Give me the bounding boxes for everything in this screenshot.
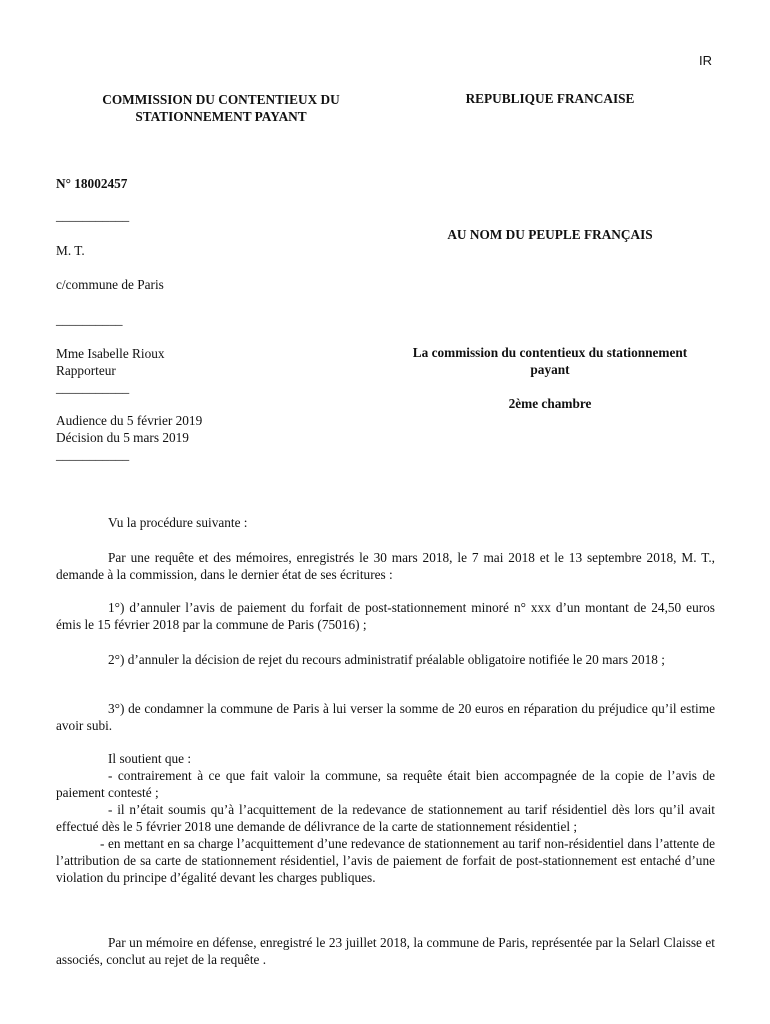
separator-rule: ___________	[56, 380, 130, 395]
court-title-line1: La commission du contentieux du stationnement	[412, 345, 688, 360]
moyen-item: - en mettant en sa charge l’acquittement d’une redevance de stationnement au tarif non-résidentiel dans l’attente de l’attribution de sa carte de stationnement résidentiel, l’avis de paiement de forfait de post-stationnement est entaché d’une violation du principe d’égalité devant les charges publiques.	[56, 836, 715, 885]
court-title-line2: payant	[530, 362, 570, 377]
separator-rule: ___________	[56, 208, 130, 223]
separator-rule: ___________	[56, 447, 130, 462]
paragraph-requete	[56, 549, 715, 583]
requerant-name: M. T.	[56, 243, 85, 258]
rapporteur-role: Rapporteur	[56, 363, 116, 378]
paragraph-defense	[56, 934, 715, 968]
commission-header-line1: COMMISSION DU CONTENTIEUX DU	[102, 92, 340, 107]
commission-header	[56, 91, 386, 125]
paragraph-text: Par une requête et des mémoires, enregistrés le 30 mars 2018, le 7 mai 2018 et le 13 septembre 2018, M. T., demande à la commission, dans le dernier état de ses écritures :	[56, 550, 715, 582]
decision-date: Décision du 5 mars 2019	[56, 430, 189, 445]
vu-procedure: Vu la procédure suivante :	[108, 515, 248, 530]
document-code: IR	[699, 53, 712, 68]
rapporteur-name: Mme Isabelle Rioux	[56, 346, 165, 361]
republique-header: REPUBLIQUE FRANCAISE	[465, 91, 635, 106]
paragraph-conclusion-3	[56, 700, 715, 734]
rapporteur-block	[56, 345, 165, 379]
paragraph-text: 3°) de condamner la commune de Paris à lui verser la somme de 20 euros en réparation du préjudice qu’il estime avoir subi.	[56, 701, 715, 733]
paragraph-conclusion-2	[56, 651, 715, 668]
chamber-label: 2ème chambre	[508, 396, 592, 411]
paragraph-text: 2°) d’annuler la décision de rejet du recours administratif préalable obligatoire notifiée le 20 mars 2018 ;	[108, 652, 665, 667]
soutient-heading: Il soutient que :	[108, 751, 192, 766]
moyen-item: - il n’était soumis qu’à l’acquittement de la redevance de stationnement au tarif résidentiel dès lors qu’il avait effectué dès le 5 février 2018 une demande de délivrance de la carte de stationnement résidentiel ;	[56, 802, 715, 834]
audience-date: Audience du 5 février 2019	[56, 413, 203, 428]
moyen-item: - contrairement à ce que fait valoir la commune, sa requête était bien accompagnée de la copie de l’avis de paiement contesté ;	[56, 768, 715, 800]
paragraph-conclusion-1	[56, 599, 715, 633]
court-title	[380, 344, 720, 378]
commission-header-line2: STATIONNEMENT PAYANT	[135, 109, 307, 124]
paragraph-text: Par un mémoire en défense, enregistré le 23 juillet 2018, la commune de Paris, représentée par la Selarl Claisse et associés, conclut au rejet de la requête .	[56, 935, 715, 967]
defendant-name: c/commune de Paris	[56, 277, 164, 292]
moyens-block	[56, 750, 715, 886]
dates-block	[56, 412, 202, 446]
case-number: N° 18002457	[56, 176, 128, 191]
au-nom-header: AU NOM DU PEUPLE FRANÇAIS	[447, 227, 653, 242]
separator-rule: __________	[56, 312, 123, 327]
paragraph-text: 1°) d’annuler l’avis de paiement du forfait de post-stationnement minoré n° xxx d’un montant de 24,50 euros émis le 15 février 2018 par la commune de Paris (75016) ;	[56, 600, 715, 632]
